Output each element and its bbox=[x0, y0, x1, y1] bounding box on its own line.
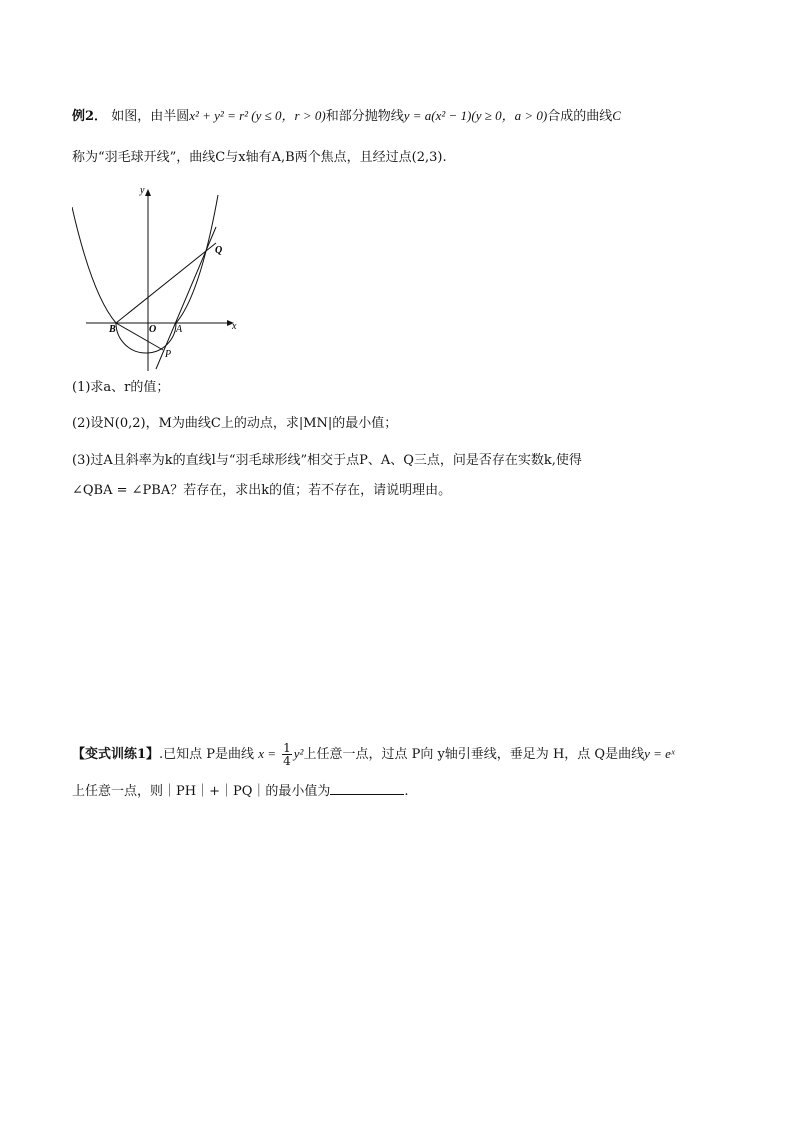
curve-name: C bbox=[612, 108, 621, 123]
variant-eq-rhs: y² bbox=[293, 746, 304, 761]
label-x: x bbox=[232, 321, 237, 332]
line-l bbox=[156, 227, 216, 369]
example-text-c: 合成的曲线 bbox=[547, 109, 613, 124]
example-text-a: 如图，由半圆 bbox=[111, 109, 190, 124]
variant-line2-text: 上任意一点，则｜PH｜+｜PQ｜的最小值为 bbox=[72, 784, 331, 799]
variant-text-b: 上任意一点，过点 P向 y轴引垂线，垂足为 H，点 Q是曲线 bbox=[303, 747, 645, 762]
fraction-numerator: 1 bbox=[283, 741, 291, 755]
variant-line1 bbox=[72, 742, 675, 767]
y-axis-arrow bbox=[145, 189, 151, 196]
semicircle-equation: x² + y² = r² (y ≤ 0，r > 0) bbox=[189, 108, 326, 123]
segment-BQ bbox=[116, 243, 216, 323]
label-O: O bbox=[149, 324, 157, 335]
example-dot: ． bbox=[94, 109, 108, 124]
variant-eq-lhs: x = bbox=[258, 746, 276, 761]
variant-label: 【变式训练1】 bbox=[72, 747, 160, 762]
example2-line1 bbox=[72, 106, 621, 127]
fraction-denominator: 4 bbox=[283, 754, 291, 768]
label-B: B bbox=[109, 324, 116, 335]
label-Q: Q bbox=[215, 245, 223, 256]
variant-line2-end: . bbox=[404, 784, 409, 799]
variant-line2 bbox=[72, 782, 409, 802]
question-3-line1: (3)过A且斜率为k的直线l与“羽毛球形线”相交于点P、A、Q三点，问是否存在实数k,使得 bbox=[72, 453, 582, 468]
badminton-curve-figure bbox=[72, 185, 252, 375]
parabola-curve bbox=[72, 207, 116, 323]
variant-fraction bbox=[282, 742, 292, 767]
question-2: (2)设N(0,2)，M为曲线C上的动点，求|MN|的最小值； bbox=[72, 416, 398, 431]
example-text-b: 和部分抛物线 bbox=[325, 109, 404, 124]
example-label: 例2 bbox=[72, 109, 95, 124]
answer-blank[interactable] bbox=[330, 782, 404, 795]
label-A: A bbox=[176, 324, 183, 335]
variant-text-a: .已知点 P是曲线 bbox=[159, 747, 255, 762]
label-y: y bbox=[140, 185, 145, 196]
question-1: (1)求a、r的值； bbox=[72, 380, 170, 395]
question-3-line2: ∠QBA = ∠PBA？若存在，求出k的值；若不存在，请说明理由。 bbox=[72, 483, 452, 498]
parabola-equation: y = a(x² − 1)(y ≥ 0，a > 0) bbox=[403, 108, 548, 123]
parabola-curve-right bbox=[176, 195, 218, 323]
label-P: P bbox=[165, 349, 172, 360]
variant-curve2: y = eˣ bbox=[644, 746, 675, 761]
example2-line2: 称为“羽毛球开线”，曲线C与x轴有A,B两个焦点，且经过点(2,3). bbox=[72, 150, 447, 165]
